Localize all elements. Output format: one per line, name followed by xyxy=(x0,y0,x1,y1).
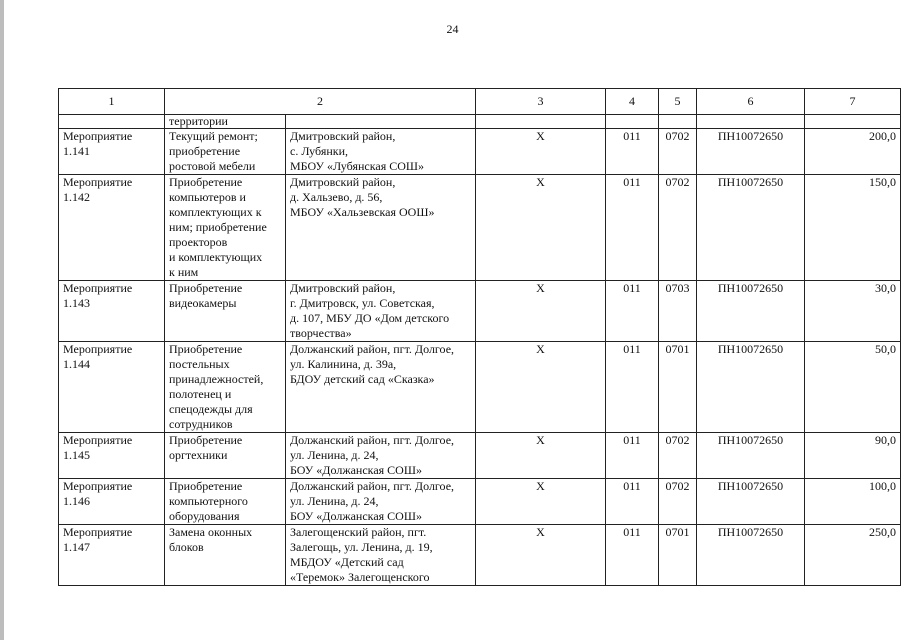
cell-col6: ПН10072650 xyxy=(697,479,805,525)
cell-measure-id: Мероприятие 1.146 xyxy=(59,479,165,525)
cell-address: Должанский район, пгт. Долгое, ул. Калинина, д. 39а, БДОУ детский сад «Сказка» xyxy=(286,342,476,433)
cell-address: Должанский район, пгт. Долгое, ул. Ленина, д. 24, БОУ «Должанская СОШ» xyxy=(286,479,476,525)
cell-measure-id: Мероприятие 1.144 xyxy=(59,342,165,433)
table-row xyxy=(59,281,901,342)
cell-name: Приобретение компьютерного оборудования xyxy=(165,479,286,525)
cell-col4: 011 xyxy=(606,175,659,281)
cell-measure-id: Мероприятие 1.142 xyxy=(59,175,165,281)
cell-amount: 100,0 xyxy=(805,479,901,525)
cell-col5: 0703 xyxy=(659,281,697,342)
cell-col5: 0702 xyxy=(659,479,697,525)
cell-name: Приобретение компьютеров и комплектующих к ним; приобретение проекторов и комплектующих к ним xyxy=(165,175,286,281)
cell-col3: Х xyxy=(476,175,606,281)
cell-amount: 90,0 xyxy=(805,433,901,479)
cell-col6: ПН10072650 xyxy=(697,342,805,433)
column-number-row xyxy=(59,89,901,115)
cell-col4: 011 xyxy=(606,525,659,586)
cell-address: Дмитровский район, с. Лубянки, МБОУ «Лубянская СОШ» xyxy=(286,129,476,175)
table-row xyxy=(59,433,901,479)
cell-col3: Х xyxy=(476,525,606,586)
column-number: 4 xyxy=(606,89,659,115)
cell-col4: 011 xyxy=(606,433,659,479)
cell-name: Приобретение постельных принадлежностей, полотенец и спецодежды для сотрудников xyxy=(165,342,286,433)
continuation-row xyxy=(59,115,901,129)
column-number: 1 xyxy=(59,89,165,115)
cell-col3: Х xyxy=(476,342,606,433)
cell-name: Замена оконных блоков xyxy=(165,525,286,586)
cell-address: Дмитровский район, г. Дмитровск, ул. Советская, д. 107, МБУ ДО «Дом детского творчества» xyxy=(286,281,476,342)
table-row xyxy=(59,175,901,281)
table-row xyxy=(59,479,901,525)
cell-col3: Х xyxy=(476,433,606,479)
cell-name: территории xyxy=(165,115,286,129)
cell-amount: 250,0 xyxy=(805,525,901,586)
cell-measure-id: Мероприятие 1.145 xyxy=(59,433,165,479)
column-number: 3 xyxy=(476,89,606,115)
cell-col5: 0702 xyxy=(659,129,697,175)
column-number: 6 xyxy=(697,89,805,115)
cell-col4: 011 xyxy=(606,281,659,342)
cell-col5: 0702 xyxy=(659,175,697,281)
cell-col6: ПН10072650 xyxy=(697,175,805,281)
cell-col6: ПН10072650 xyxy=(697,281,805,342)
cell-col3: Х xyxy=(476,129,606,175)
cell-amount: 50,0 xyxy=(805,342,901,433)
cell-col6: ПН10072650 xyxy=(697,129,805,175)
cell-col3: Х xyxy=(476,281,606,342)
cell-address: Дмитровский район, д. Хальзево, д. 56, МБОУ «Хальзевская ООШ» xyxy=(286,175,476,281)
cell-col4: 011 xyxy=(606,342,659,433)
cell-address: Залегощенский район, пгт. Залегощь, ул. Ленина, д. 19, МБДОУ «Детский сад «Теремок» Залегощенского xyxy=(286,525,476,586)
cell-measure-id: Мероприятие 1.141 xyxy=(59,129,165,175)
table-row xyxy=(59,525,901,586)
table-row xyxy=(59,342,901,433)
cell-col5: 0701 xyxy=(659,342,697,433)
cell-col5: 0702 xyxy=(659,433,697,479)
cell-col4: 011 xyxy=(606,479,659,525)
cell-measure-id: Мероприятие 1.143 xyxy=(59,281,165,342)
cell-amount: 30,0 xyxy=(805,281,901,342)
cell-measure-id: Мероприятие 1.147 xyxy=(59,525,165,586)
cell-col3: Х xyxy=(476,479,606,525)
cell-address: Должанский район, пгт. Долгое, ул. Ленина, д. 24, БОУ «Должанская СОШ» xyxy=(286,433,476,479)
column-number: 5 xyxy=(659,89,697,115)
column-number: 7 xyxy=(805,89,901,115)
cell-col4: 011 xyxy=(606,129,659,175)
cell-amount: 150,0 xyxy=(805,175,901,281)
cell-name: Приобретение видеокамеры xyxy=(165,281,286,342)
cell-name: Текущий ремонт; приобретение ростовой мебели xyxy=(165,129,286,175)
cell-col6: ПН10072650 xyxy=(697,433,805,479)
cell-col6: ПН10072650 xyxy=(697,525,805,586)
page-left-edge xyxy=(0,0,4,640)
cell-amount: 200,0 xyxy=(805,129,901,175)
column-number: 2 xyxy=(165,89,476,115)
cell-name: Приобретение оргтехники xyxy=(165,433,286,479)
cell-col5: 0701 xyxy=(659,525,697,586)
budget-table xyxy=(58,88,901,586)
page-number: 24 xyxy=(446,22,459,36)
table-row xyxy=(59,129,901,175)
